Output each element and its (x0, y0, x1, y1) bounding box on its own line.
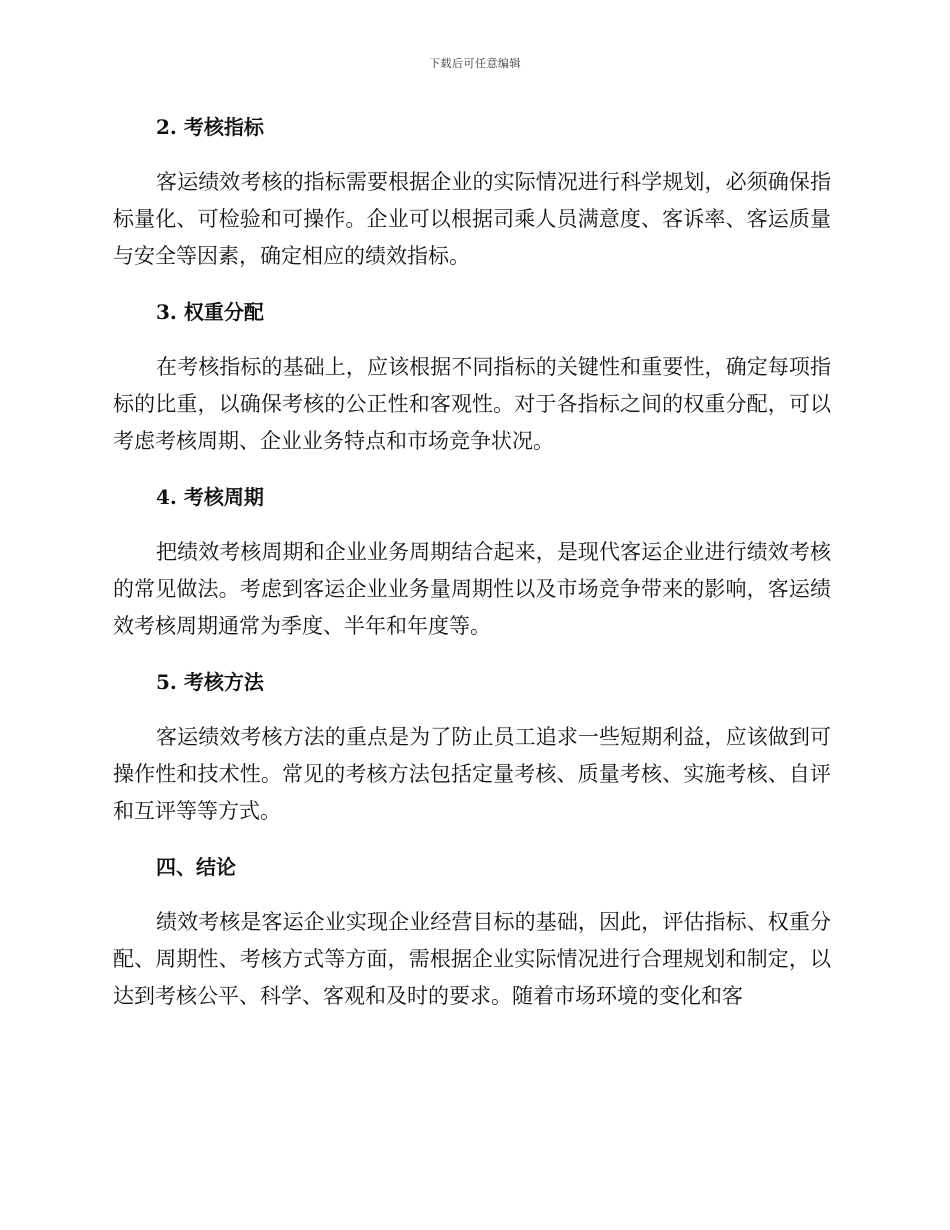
section-paragraph-indicators: 客运绩效考核的指标需要根据企业的实际情况进行科学规划，必须确保指标量化、可检验和可操作。企业可以根据司乘人员满意度、客诉率、客运质量与安全等因素，确定相应的绩效指标。 (113, 170, 831, 268)
section-heading-weights: 3. 权重分配 (156, 300, 264, 324)
section-heading-conclusion: 四、结论 (156, 855, 236, 879)
document-body (113, 108, 831, 1033)
section-heading-methods: 5. 考核方法 (156, 670, 264, 694)
header-note: 下载后可任意编辑 (429, 57, 521, 70)
section-paragraph-conclusion: 绩效考核是客运企业实现企业经营目标的基础，因此，评估指标、权重分配、周期性、考核方式等方面，需根据企业实际情况进行合理规划和制定，以达到考核公平、科学、客观和及时的要求。随着市场环境的变化和客 (113, 910, 831, 1008)
section-heading-indicators: 2. 考核指标 (156, 115, 264, 139)
section-paragraph-methods: 客运绩效考核方法的重点是为了防止员工追求一些短期利益，应该做到可操作性和技术性。常见的考核方法包括定量考核、质量考核、实施考核、自评和互评等等方式。 (113, 725, 831, 823)
section-paragraph-cycle: 把绩效考核周期和企业业务周期结合起来，是现代客运企业进行绩效考核的常见做法。考虑到客运企业业务量周期性以及市场竞争带来的影响，客运绩效考核周期通常为季度、半年和年度等。 (113, 540, 831, 638)
section-heading-cycle: 4. 考核周期 (156, 485, 264, 509)
section-paragraph-weights: 在考核指标的基础上，应该根据不同指标的关键性和重要性，确定每项指标的比重，以确保考核的公正性和客观性。对于各指标之间的权重分配，可以考虑考核周期、企业业务特点和市场竞争状况。 (113, 355, 831, 453)
